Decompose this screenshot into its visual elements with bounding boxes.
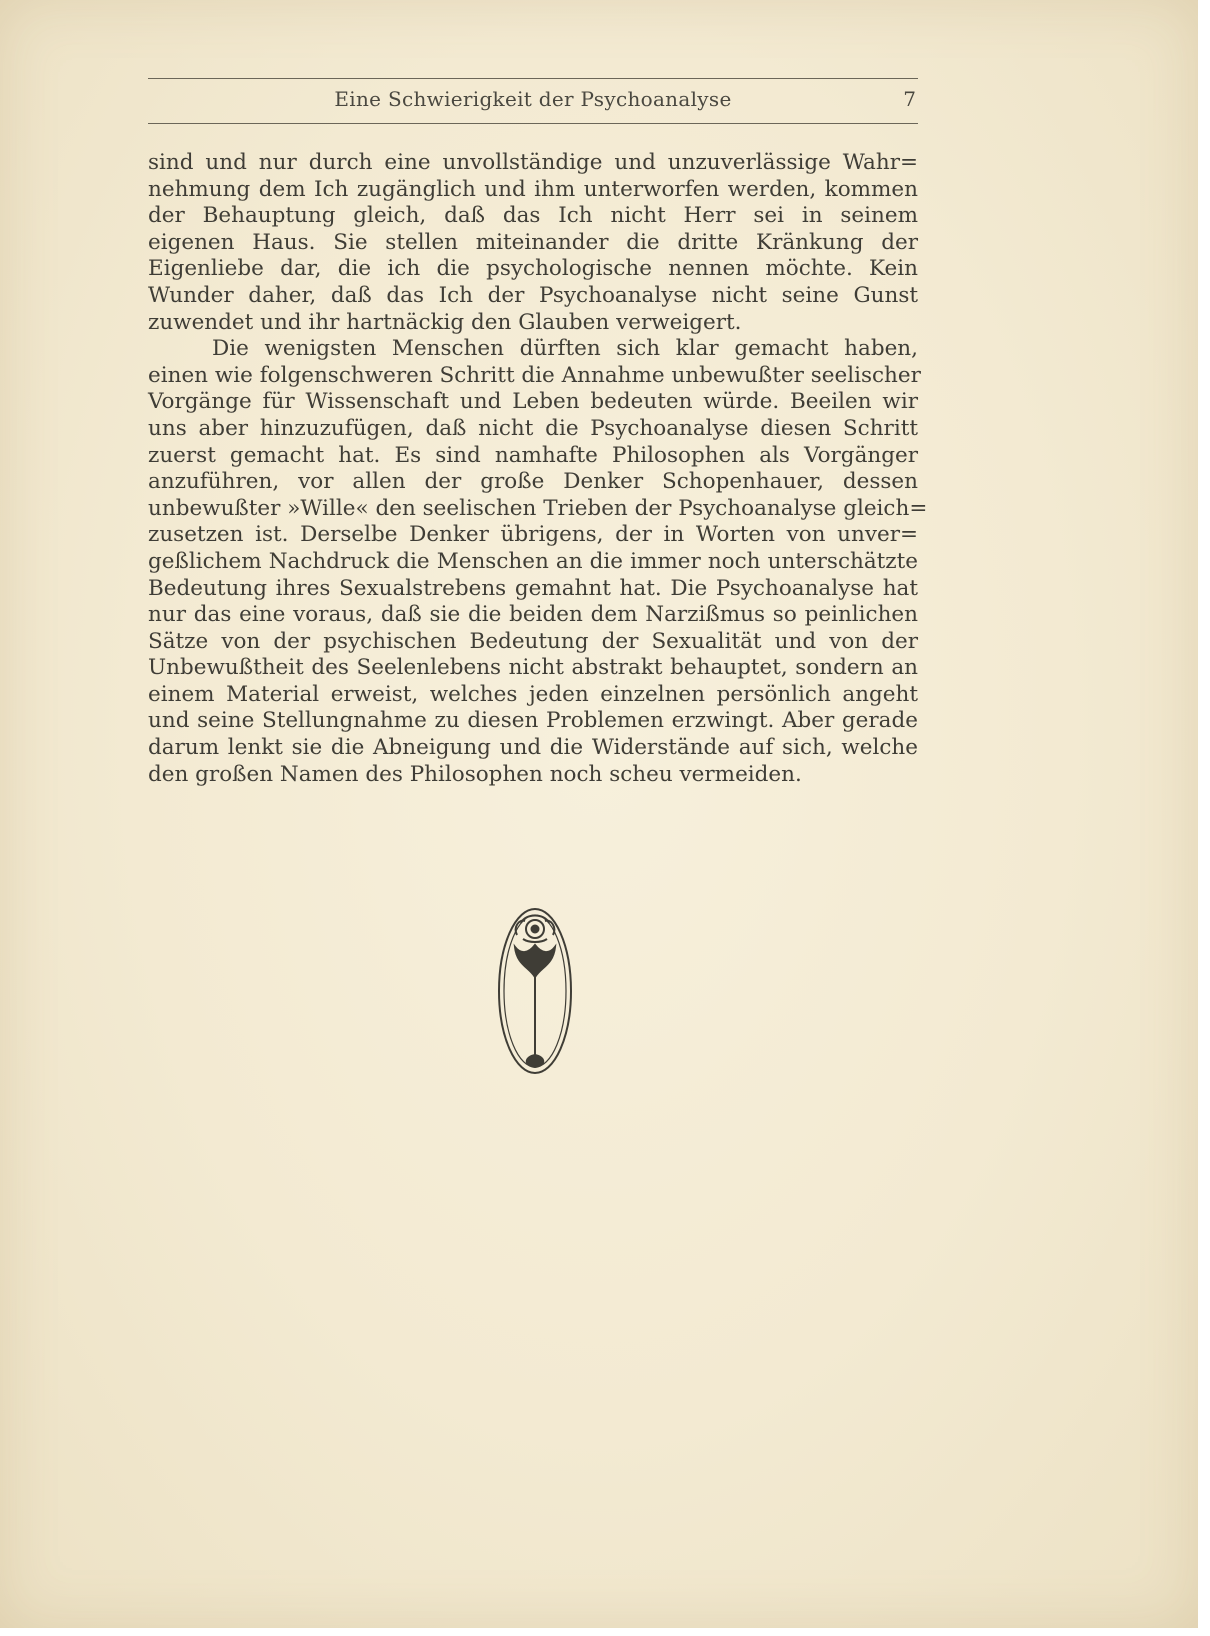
- text-line: zuerst gemacht hat. Es sind namhafte Philosophen als Vorgänger: [148, 442, 918, 468]
- text-line: zusetzen ist. Derselbe Denker übrigens, der in Worten von unver=: [148, 522, 918, 548]
- running-title: Eine Schwierigkeit der Psychoanalyse: [334, 87, 732, 111]
- page-header: [148, 78, 918, 124]
- page-number: 7: [903, 87, 916, 111]
- text-line: den großen Namen des Philosophen noch scheu vermeiden.: [148, 761, 802, 787]
- art-nouveau-vignette-icon: [495, 905, 575, 1075]
- text-line: Eigenliebe dar, die ich die psychologische nennen möchte. Kein: [148, 256, 918, 282]
- text-line: anzuführen, vor allen der große Denker Schopenhauer, dessen: [148, 469, 918, 495]
- text-line: Vorgänge für Wissenschaft und Leben bedeuten würde. Beeilen wir: [148, 389, 918, 415]
- text-line: einen wie folgenschweren Schritt die Annahme unbewußter seelischer: [148, 362, 921, 388]
- text-line: und seine Stellungnahme zu diesen Problemen erzwingt. Aber gerade: [148, 708, 918, 734]
- text-line: nur das eine voraus, daß sie die beiden dem Narzißmus so peinlichen: [148, 602, 918, 628]
- text-line: zuwendet und ihr hartnäckig den Glauben verweigert.: [148, 309, 742, 335]
- text-line: sind und nur durch eine unvollständige und unzuverlässige Wahr=: [148, 150, 918, 175]
- text-line: Sätze von der psychischen Bedeutung der Sexualität und von der: [148, 628, 918, 654]
- text-line: eigenen Haus. Sie stellen miteinander die dritte Kränkung der: [148, 229, 918, 255]
- text-line: nehmung dem Ich zugänglich und ihm unterworfen werden, kommen: [148, 176, 918, 202]
- text-line: geßlichem Nachdruck die Menschen an die immer noch unterschätzte: [148, 548, 918, 574]
- text-line: darum lenkt sie die Abneigung und die Widerstände auf sich, welche: [148, 735, 918, 761]
- text-line: unbewußter »Wille« den seelischen Trieben der Psychoanalyse gleich=: [148, 495, 928, 521]
- body-text: [148, 150, 928, 788]
- text-line: Bedeutung ihres Sexualstrebens gemahnt hat. Die Psychoanalyse hat: [148, 575, 918, 601]
- text-line: Wunder daher, daß das Ich der Psychoanalyse nicht seine Gunst: [148, 282, 918, 308]
- text-line: Unbewußtheit des Seelenlebens nicht abstrakt behauptet, sondern an: [148, 655, 918, 681]
- text-line: einem Material erweist, welches jeden einzelnen persönlich angeht: [148, 681, 918, 707]
- text-line: uns aber hinzuzufügen, daß nicht die Psychoanalyse diesen Schritt: [148, 415, 918, 441]
- text-line: Die wenigsten Menschen dürften sich klar gemacht haben,: [212, 336, 918, 362]
- text-line: der Behauptung gleich, daß das Ich nicht Herr sei in seinem: [148, 203, 918, 229]
